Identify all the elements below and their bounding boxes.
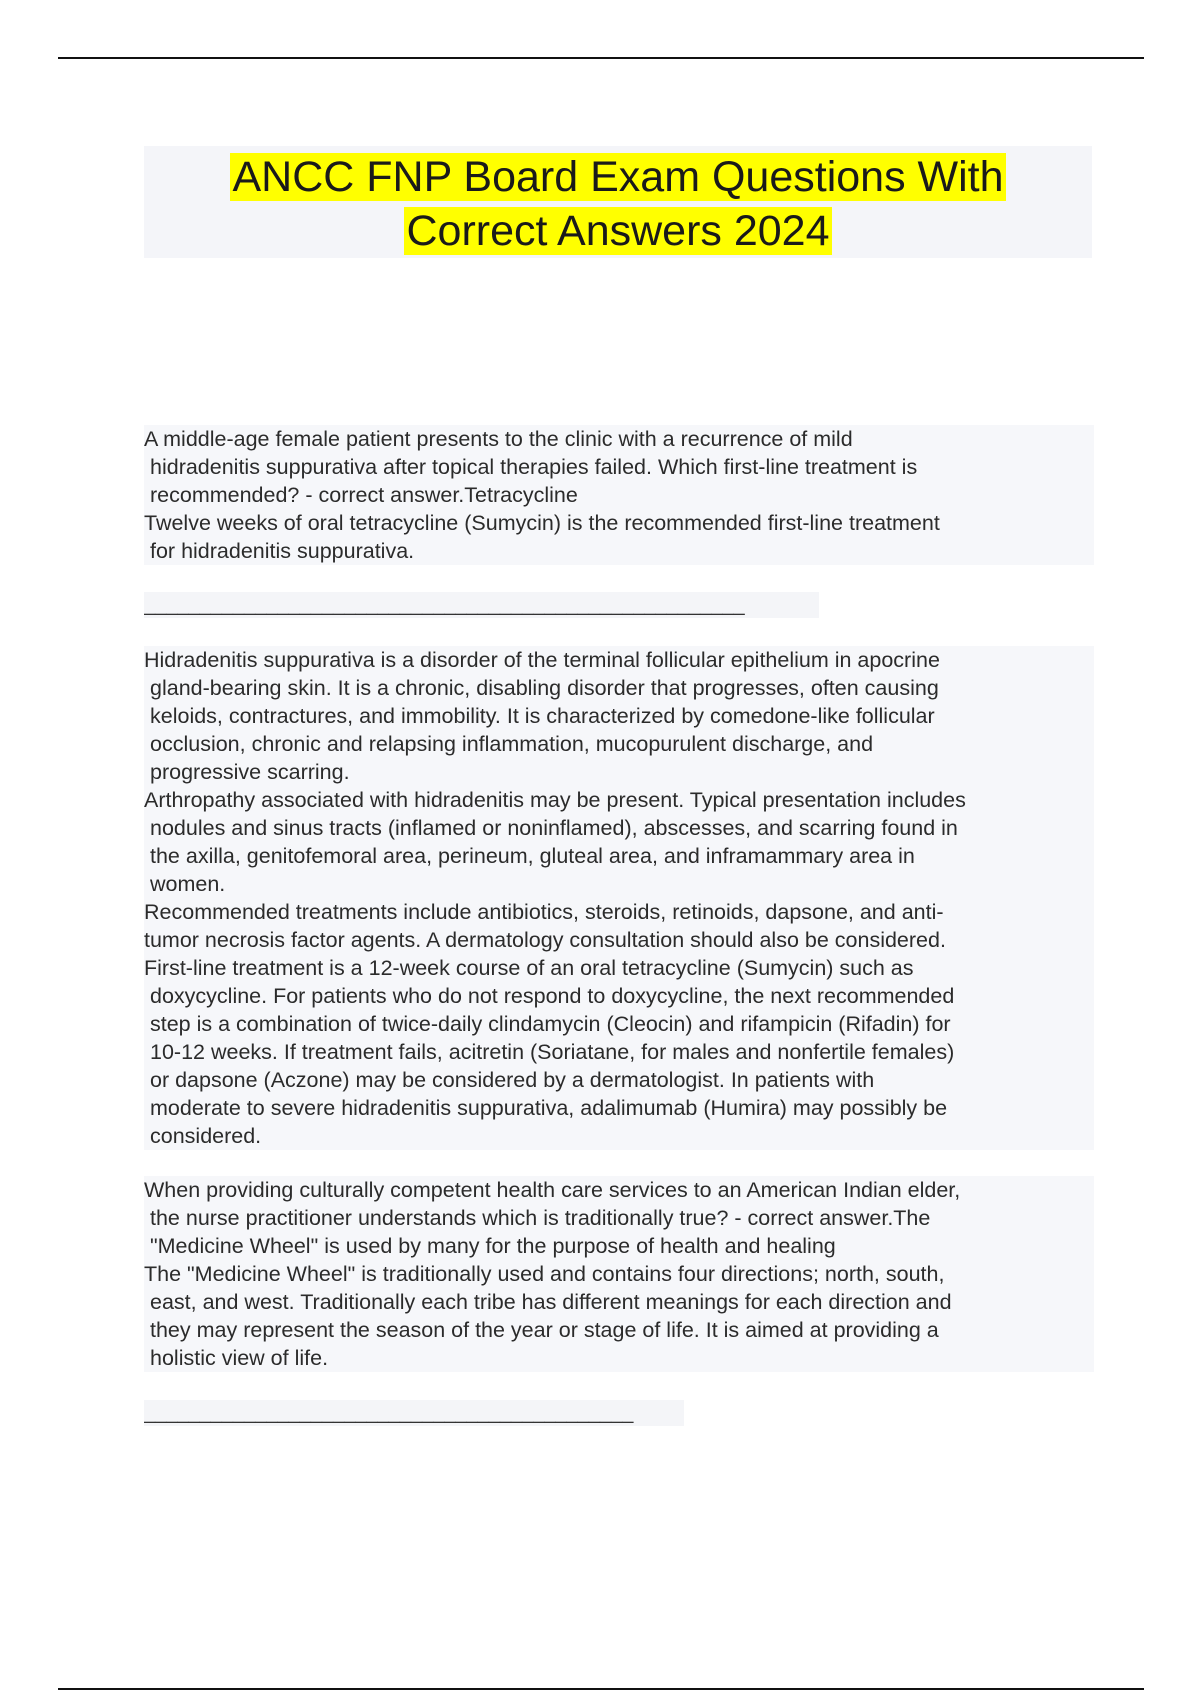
footer-rule [58,1688,1144,1690]
text-line: or dapsone (Aczone) may be considered by a dermatologist. In patients with [150,1068,875,1092]
text-line: tumor necrosis factor agents. A dermatology consultation should also be considered. [144,928,946,952]
text-line: 10-12 weeks. If treatment fails, acitretin (Soriatane, for males and nonfertile females) [150,1040,955,1064]
text-line: progressive scarring. [150,760,350,784]
text-line: step is a combination of twice-daily clindamycin (Cleocin) and rifampicin (Rifadin) for [150,1012,951,1036]
title-line-2: Correct Answers 2024 [406,207,830,255]
explanation-block [144,646,1094,1150]
text-line: A middle-age female patient presents to the clinic with a recurrence of mild [144,427,853,451]
header-rule [58,57,1144,59]
text-line: women. [150,872,226,896]
text-line: for hidradenitis suppurativa. [150,539,415,563]
text-line: Arthropathy associated with hidradenitis may be present. Typical presentation includes [144,788,966,812]
text-line: the nurse practitioner understands which is traditionally true? - correct answer.The [150,1206,931,1230]
text-line: "Medicine Wheel" is used by many for the purpose of health and healing [150,1234,836,1258]
text-line: occlusion, chronic and relapsing inflammation, mucopurulent discharge, and [150,732,874,756]
text-line: Twelve weeks of oral tetracycline (Sumycin) is the recommended first-line treatment [144,511,940,535]
document-title [144,146,1092,258]
title-band [144,146,1092,258]
text-line: east, and west. Traditionally each tribe has different meanings for each direction and [150,1290,952,1314]
text-line: The "Medicine Wheel" is traditionally used and contains four directions; north, south, [144,1262,945,1286]
question-1-divider: ______________________________________________________ [144,592,819,618]
text-line: considered. [150,1124,262,1148]
text-line: First-line treatment is a 12-week course of an oral tetracycline (Sumycin) such as [144,956,914,980]
question-2-divider: ____________________________________________ [144,1400,684,1426]
text-line: they may represent the season of the year or stage of life. It is aimed at providing a [150,1318,939,1342]
text-line: gland-bearing skin. It is a chronic, disabling disorder that progresses, often causing [150,676,939,700]
question-1-block [144,425,1094,565]
text-line: doxycycline. For patients who do not respond to doxycycline, the next recommended [150,984,955,1008]
text-line: the axilla, genitofemoral area, perineum, gluteal area, and inframammary area in [150,844,915,868]
question-1-text [144,425,1094,565]
text-line: recommended? - correct answer.Tetracycline [150,483,578,507]
text-line: moderate to severe hidradenitis suppurativa, adalimumab (Humira) may possibly be [150,1096,948,1120]
text-line: keloids, contractures, and immobility. It is characterized by comedone-like follicular [150,704,935,728]
text-line: nodules and sinus tracts (inflamed or noninflamed), abscesses, and scarring found in [150,816,958,840]
text-line: Hidradenitis suppurativa is a disorder of the terminal follicular epithelium in apocrine [144,648,940,672]
text-line: When providing culturally competent health care services to an American Indian elder, [144,1178,961,1202]
text-line: Recommended treatments include antibiotics, steroids, retinoids, dapsone, and anti- [144,900,944,924]
question-2-text [144,1176,1094,1372]
explanation-text [144,646,1094,1150]
question-2-block [144,1176,1094,1372]
title-line-1: ANCC FNP Board Exam Questions With [232,153,1004,201]
text-line: hidradenitis suppurativa after topical therapies failed. Which first-line treatment is [150,455,918,479]
text-line: holistic view of life. [150,1346,329,1370]
